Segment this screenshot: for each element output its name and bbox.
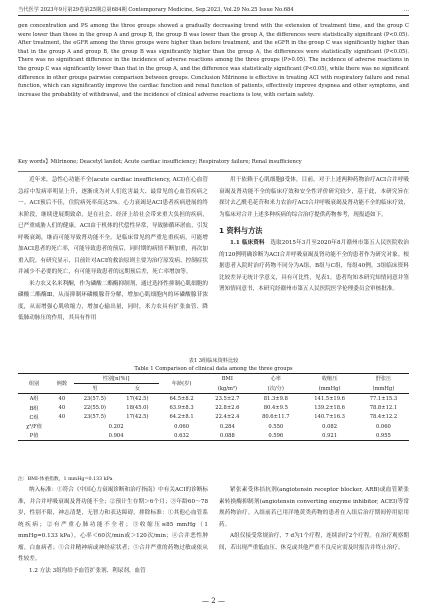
body-paragraph: A组仅接受常规治疗，7 d为1个疗程，连续治疗2个疗程。在治疗观察期间，若出现严重低血压、休克或其他严重不良反应需及时报告并终止治疗。: [219, 533, 409, 551]
table-row: [18, 394, 409, 404]
clinical-data-table: [18, 373, 409, 441]
cell-stat-bmi: 0.088: [204, 431, 250, 441]
english-abstract: [18, 22, 409, 99]
cell-age: 64.2±8.1: [169, 414, 194, 421]
dbp-unit: (mmHg): [372, 385, 395, 392]
hr-unit: (次/分): [267, 386, 284, 393]
running-header: [18, 6, 409, 16]
body-paragraph: 纳入标准：①符合《中国心力衰竭诊断和治疗指南》中有关ACI的诊断标准，并合并呼吸衰竭及肾功能不全；②预计生存期＞6个月；③年龄60～78岁，性别不限，神志清楚，无智力和表达障碍。排除标准：①其他心血管系统疾病；②有严重心肺功能不全者；③收缩压≤85 mmHg（1 mmHg=0.133 kPa），心率＜60次/min或＞120次/min；④合并恶性肿瘤。白血病者；⑤合并精神病或神经症状者；⑤合并严重的药物过敏或依从性较差。: [18, 487, 208, 562]
cell-stat-dbp: 0.955: [358, 431, 409, 441]
table-caption: [18, 357, 409, 373]
cell-hr: 80.6±11.7: [262, 414, 290, 421]
cell-age: 64.5±8.2: [159, 394, 205, 404]
cell-female: 17(42.5): [116, 394, 159, 404]
table-note: 注：BMI-体重指数，1 mmHg=0.133 kPa: [18, 477, 113, 482]
cell-group: C组: [29, 414, 39, 421]
running-header-left: 当代医学 2023年9月第29卷第25期总第684期 Contemporary Medicine, Sep.2023, Vol.29 No.25 Issue No.684: [18, 7, 294, 13]
col-header-age: 年龄(岁): [159, 374, 205, 394]
cell-stat-age: 0.060: [174, 423, 190, 430]
lower-right-column: [219, 485, 409, 554]
table-title-cn: 表1 3组临床资料比较: [188, 358, 239, 364]
col-header-female: 女: [134, 386, 140, 393]
cell-cases: 40: [58, 414, 66, 421]
cell-male: 23(57.5): [74, 394, 117, 404]
cell-stat-bmi: 0.284: [219, 423, 235, 430]
col-header-sex: 性别[n(%)]: [74, 374, 159, 384]
table-row: [18, 404, 409, 413]
cell-stat-hr: 0.550: [268, 423, 284, 430]
cell-stat-hr: 0.596: [250, 431, 301, 441]
cell-dbp: 78.8±12.1: [369, 405, 398, 412]
table-title-en: Table 1 Comparison of clinical data among the three groups: [134, 366, 293, 372]
keywords: Key words】Milrinone; Deacetyl lanilot; Acute cardiac insufficiency; Respiratory failure; Renal insufficiency: [18, 159, 302, 165]
cell-group: A组: [18, 394, 50, 404]
running-header-right: …: [403, 7, 409, 13]
table-row: [18, 422, 409, 431]
left-column: [18, 175, 208, 325]
cell-stat-label: χ²/F值: [26, 424, 42, 431]
body-paragraph: 选取2015年3月至2020年8月赣州市第五人民医院收治的120例明确诊断为ACI合并呼吸衰竭及肾功能不全的患者作为研究对象。根据患者入院时治疗药物不同分为A组、B组与C组，每组40例。3组临床资料比较差异无统计学意义，具有可比性，见表1。患者均知本研究知情同意并签署知情同意书，本研究经赣州市第五人民医院医学伦理委员会审核批准。: [219, 240, 409, 292]
body-paragraph: 1.2 方法 3组均给予血管扩张剂、利尿剂、血管: [29, 567, 146, 574]
right-column: [219, 175, 409, 296]
col-header-hr: 心率: [250, 374, 301, 384]
cell-cases: 40: [58, 405, 66, 412]
cell-sbp: 141.5±19.6: [301, 394, 357, 404]
cell-cases: 40: [50, 394, 73, 404]
col-header-sbp: 收缩压: [301, 374, 357, 384]
cell-stat-label: P值: [18, 431, 50, 441]
abstract-paragraph: gen concentration and PS among the three groups showed a gradually decreasing trend with the extension of treatment time, and the group C were lower than those in the group A and group B, the group B was lower than the group A, the differences were statistically significant (P<0.05). After treatment, the eGFR among the three groups were higher than before treatment, and the eGFR in the group C was significantly higher than that in the group A and group B, the group B was significantly higher than the group A, the differences were statistically significant (P<0.05). There was no significant difference in the incidence of adverse reactions among the three groups (P>0.05). The incidence of adverse reactions in the group C was significantly lower than that in the group A, and the difference was statistically significant (P<0.05), while there was no significant difference in other groups pairwise comparison between groups. Conclusion Milrinone is effective in treating ACI with respiratory failure and renal function, which can significantly improve the cardiac function and renal function of patients, effectively improve dyspnea and other symptoms, and increase the probability of withdrawal, and the incidence of clinical adverse reactions is low, with certain safety.: [18, 23, 409, 98]
cell-stat-sbp: 0.921: [301, 431, 357, 441]
bmi-unit: (kg/m²): [217, 385, 237, 392]
cell-dbp: 78.4±12.2: [369, 414, 398, 421]
cell-stat-sex: 0.202: [108, 423, 124, 430]
cell-sbp: 140.7±16.3: [314, 414, 345, 421]
subsection-heading: 1.1 临床资料: [230, 240, 265, 246]
body-paragraph: 用于依赖于心肌细胞β受体，目前，对于上述两种药物治疗ACI合并呼吸衰竭及肾功能不全的临床疗效和安全性评价研究较少，基于此，本研究旨在探讨去乙酰毛花苷和米力农治疗ACI合并呼吸衰竭及肾功能不全的临床疗效，为临床对合并上述多种疾病的综合治疗提供药物参考，现报道如下。: [219, 177, 409, 218]
cell-stat-age: 0.632: [159, 431, 205, 441]
cell-male: 23(57.5): [83, 414, 106, 421]
cell-bmi: 22.8±2.6: [215, 405, 240, 412]
body-paragraph: 紧张素受体拮抗剂(angiotensin receptor blocker, ARB)或血管紧张素转换酶抑制剂(angiotensin converting enzyme inhibitor, ACEI)等常规药物治疗。入组前若已用洋地黄类药物的患者在入组后治疗期间停用原用药。: [219, 487, 409, 528]
cell-hr: 80.4±9.5: [263, 405, 288, 412]
cell-sbp: 139.2±18.6: [314, 405, 345, 412]
cell-bmi: 22.4±2.4: [215, 414, 240, 421]
cell-age: 63.9±8.3: [169, 405, 194, 412]
body-paragraph: 近年来，急性心功能不全(acute cardiac insufficiency, ACI)在心血管急症中发病率明显上升，逐渐成为对人们危害最大、最常见的心血管疾病之一。ACI预后不佳，住院病死率高达3%。心力衰竭是ACI患者疾病进展的终末阶段，继续进展期致命，是在社会、经济上给社会带来重大负担的疾病，已严重威胁人们的健康。ACI由于机体的代偿性异常，导致肺循环淤血，引发呼吸衰竭，继而可能导致肾功能不全。是临床常见的严重危重疾病，可能增加ACI患者的死亡率，可能导致患者的预后，同时期的病情不断加重，再次加重入院。有研究显示，目前针对ACI的救治原则主要为治疗原发病、控制症状并减少不必要的死亡，有可能导致患者的远期预后差，死亡率增加等。: [18, 177, 208, 275]
col-header-dbp: 舒张压: [358, 374, 409, 384]
cell-stat-sex: 0.904: [74, 431, 159, 441]
cell-stat-dbp: 0.060: [375, 423, 391, 430]
sbp-unit: (mmHg): [318, 385, 341, 392]
cell-male: 22(55.0): [83, 405, 106, 412]
body-paragraph: 米力农又名米利酮，作为磷酸二酯酶抑制剂，通过选择性抑制心肌细胞的磷酸二酯酶Ⅲ，从而抑制环磷酸腺苷分解，增加心肌细胞内的环磷酸腺苷浓度，从而增强心肌收缩力，增加心输出量，同时，米力农具有扩张血管、降低肺动脉压的作用，其具有作用: [18, 280, 209, 321]
cell-dbp: 77.1±15.3: [358, 394, 409, 404]
col-header-group: 组别: [18, 374, 50, 394]
col-header-male: 男: [92, 386, 98, 393]
cell-group: B组: [29, 405, 39, 412]
table-row: [18, 413, 409, 422]
col-header-cases: 例数: [50, 374, 73, 394]
cell-female: 17(42.5): [126, 414, 149, 421]
page-number: — 2 —: [202, 597, 225, 605]
table-row: [18, 431, 409, 441]
cell-stat-sbp: 0.082: [322, 423, 338, 430]
cell-hr: 81.3±9.8: [250, 394, 301, 404]
col-header-bmi: BMI: [204, 374, 250, 384]
cell-bmi: 23.5±2.7: [204, 394, 250, 404]
section-heading: 1 资料与方法: [219, 226, 263, 235]
lower-left-column: [18, 485, 208, 577]
divider: [18, 171, 409, 172]
cell-female: 18(45.0): [126, 405, 149, 412]
